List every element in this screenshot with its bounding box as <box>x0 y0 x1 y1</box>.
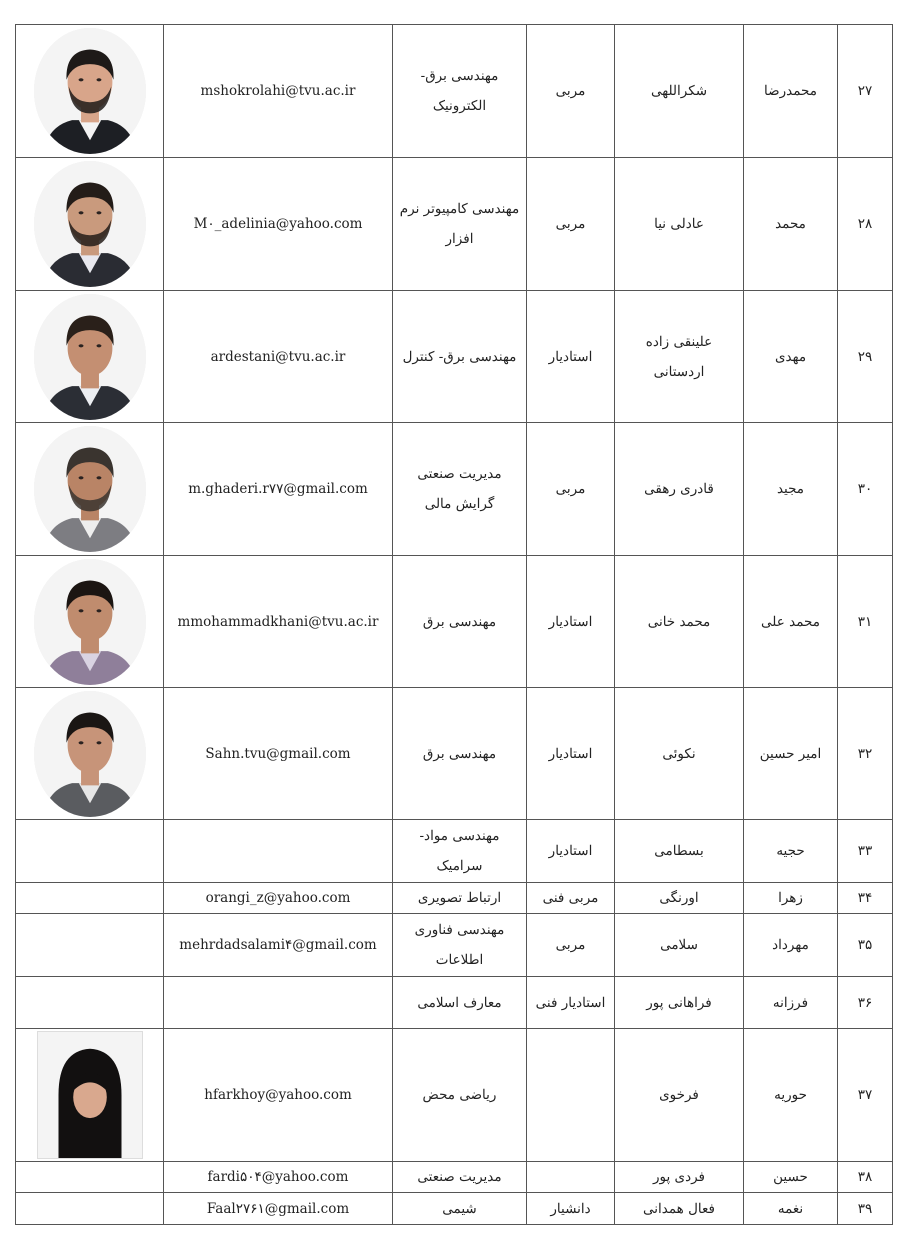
email-cell: fardi۵۰۴@yahoo.com <box>164 1162 393 1193</box>
rank-cell: استادیار فنی <box>527 977 615 1029</box>
row-number-cell: ۳۶ <box>838 977 893 1029</box>
last-name-cell: فعال همدانی <box>615 1193 744 1225</box>
photo-cell <box>16 158 164 291</box>
portrait-photo <box>34 28 146 154</box>
last-name-cell: فراهانی پور <box>615 977 744 1029</box>
email-cell: ardestani@tvu.ac.ir <box>164 291 393 423</box>
rank-cell: مربی <box>527 158 615 291</box>
row-number-cell: ۳۵ <box>838 914 893 977</box>
table-row <box>16 688 893 820</box>
rank-cell <box>527 1029 615 1162</box>
rank-cell: استادیار <box>527 688 615 820</box>
last-name-cell: فرخوی <box>615 1029 744 1162</box>
field-cell: مهندسی برق- کنترل <box>393 291 527 423</box>
first-name-cell: محمد <box>744 158 838 291</box>
last-name-cell: قادری رهقی <box>615 423 744 556</box>
staff-table-body <box>16 25 893 1225</box>
first-name-cell: نغمه <box>744 1193 838 1225</box>
field-cell: معارف اسلامی <box>393 977 527 1029</box>
rank-cell: مربی <box>527 423 615 556</box>
first-name-cell: امیر حسین <box>744 688 838 820</box>
field-cell: مهندسی مواد- سرامیک <box>393 820 527 883</box>
rank-cell: مربی فنی <box>527 883 615 914</box>
photo-cell <box>16 423 164 556</box>
photo-cell <box>16 1029 164 1162</box>
last-name-cell: نکوئی <box>615 688 744 820</box>
row-number-cell: ۳۳ <box>838 820 893 883</box>
first-name-cell: مهرداد <box>744 914 838 977</box>
last-name-cell: محمد خانی <box>615 556 744 688</box>
last-name-cell: عادلی نیا <box>615 158 744 291</box>
row-number-cell: ۳۸ <box>838 1162 893 1193</box>
table-row <box>16 158 893 291</box>
portrait-photo <box>34 559 146 685</box>
photo-cell <box>16 1162 164 1193</box>
first-name-cell: حسین <box>744 1162 838 1193</box>
avatar <box>34 28 146 154</box>
rank-cell <box>527 1162 615 1193</box>
first-name-cell: محمدرضا <box>744 25 838 158</box>
rank-cell: دانشیار <box>527 1193 615 1225</box>
last-name-cell: بسطامی <box>615 820 744 883</box>
first-name-cell: زهرا <box>744 883 838 914</box>
table-row <box>16 914 893 977</box>
field-cell: مهندسی کامپیوتر نرم افزار <box>393 158 527 291</box>
portrait-photo <box>34 161 146 287</box>
table-row <box>16 820 893 883</box>
first-name-cell: مجید <box>744 423 838 556</box>
last-name-cell: فردی پور <box>615 1162 744 1193</box>
table-row <box>16 1162 893 1193</box>
row-number-cell: ۳۹ <box>838 1193 893 1225</box>
photo-cell <box>16 820 164 883</box>
row-number-cell: ۲۸ <box>838 158 893 291</box>
rank-cell: استادیار <box>527 556 615 688</box>
avatar <box>34 426 146 552</box>
table-row <box>16 1029 893 1162</box>
table-row <box>16 291 893 423</box>
first-name-cell: محمد علی <box>744 556 838 688</box>
last-name-cell: شکراللهی <box>615 25 744 158</box>
photo-cell <box>16 688 164 820</box>
rank-cell: استادیار <box>527 291 615 423</box>
email-cell: M۰_adelinia@yahoo.com <box>164 158 393 291</box>
table-row <box>16 883 893 914</box>
first-name-cell: فرزانه <box>744 977 838 1029</box>
photo-cell <box>16 556 164 688</box>
last-name-cell: سلامی <box>615 914 744 977</box>
avatar <box>34 294 146 420</box>
field-cell: ارتباط تصویری <box>393 883 527 914</box>
rank-cell: استادیار <box>527 820 615 883</box>
field-cell: ریاضی محض <box>393 1029 527 1162</box>
first-name-cell: مهدی <box>744 291 838 423</box>
last-name-cell: علینقی زاده اردستانی <box>615 291 744 423</box>
row-number-cell: ۳۲ <box>838 688 893 820</box>
avatar <box>34 559 146 685</box>
row-number-cell: ۲۷ <box>838 25 893 158</box>
email-cell: Sahn.tvu@gmail.com <box>164 688 393 820</box>
staff-table <box>15 24 893 1225</box>
first-name-cell: حوریه <box>744 1029 838 1162</box>
email-cell: orangi_z@yahoo.com <box>164 883 393 914</box>
field-cell: مهندسی فناوری اطلاعات <box>393 914 527 977</box>
table-row <box>16 1193 893 1225</box>
email-cell: mehrdadsalami۴@gmail.com <box>164 914 393 977</box>
photo-cell <box>16 914 164 977</box>
photo-cell <box>16 1193 164 1225</box>
table-row <box>16 423 893 556</box>
table-row <box>16 977 893 1029</box>
row-number-cell: ۲۹ <box>838 291 893 423</box>
avatar <box>37 1031 143 1159</box>
table-row <box>16 25 893 158</box>
photo-cell <box>16 291 164 423</box>
field-cell: مدیریت صنعتی <box>393 1162 527 1193</box>
rank-cell: مربی <box>527 25 615 158</box>
portrait-photo <box>38 1032 142 1158</box>
first-name-cell: حجیه <box>744 820 838 883</box>
email-cell <box>164 977 393 1029</box>
portrait-photo <box>34 426 146 552</box>
email-cell: Faal۲۷۶۱@gmail.com <box>164 1193 393 1225</box>
portrait-photo <box>34 691 146 817</box>
avatar <box>34 161 146 287</box>
photo-cell <box>16 977 164 1029</box>
email-cell: mmohammadkhani@tvu.ac.ir <box>164 556 393 688</box>
field-cell: مهندسی برق <box>393 556 527 688</box>
email-cell <box>164 820 393 883</box>
email-cell: hfarkhoy@yahoo.com <box>164 1029 393 1162</box>
field-cell: مهندسی برق- الکترونیک <box>393 25 527 158</box>
row-number-cell: ۳۴ <box>838 883 893 914</box>
photo-cell <box>16 883 164 914</box>
portrait-photo <box>34 294 146 420</box>
last-name-cell: اورنگی <box>615 883 744 914</box>
field-cell: مهندسی برق <box>393 688 527 820</box>
rank-cell: مربی <box>527 914 615 977</box>
avatar <box>34 691 146 817</box>
table-row <box>16 556 893 688</box>
row-number-cell: ۳۱ <box>838 556 893 688</box>
field-cell: شیمی <box>393 1193 527 1225</box>
row-number-cell: ۳۷ <box>838 1029 893 1162</box>
field-cell: مدیریت صنعتی گرایش مالی <box>393 423 527 556</box>
photo-cell <box>16 25 164 158</box>
email-cell: mshokrolahi@tvu.ac.ir <box>164 25 393 158</box>
email-cell: m.ghaderi.r۷۷@gmail.com <box>164 423 393 556</box>
row-number-cell: ۳۰ <box>838 423 893 556</box>
